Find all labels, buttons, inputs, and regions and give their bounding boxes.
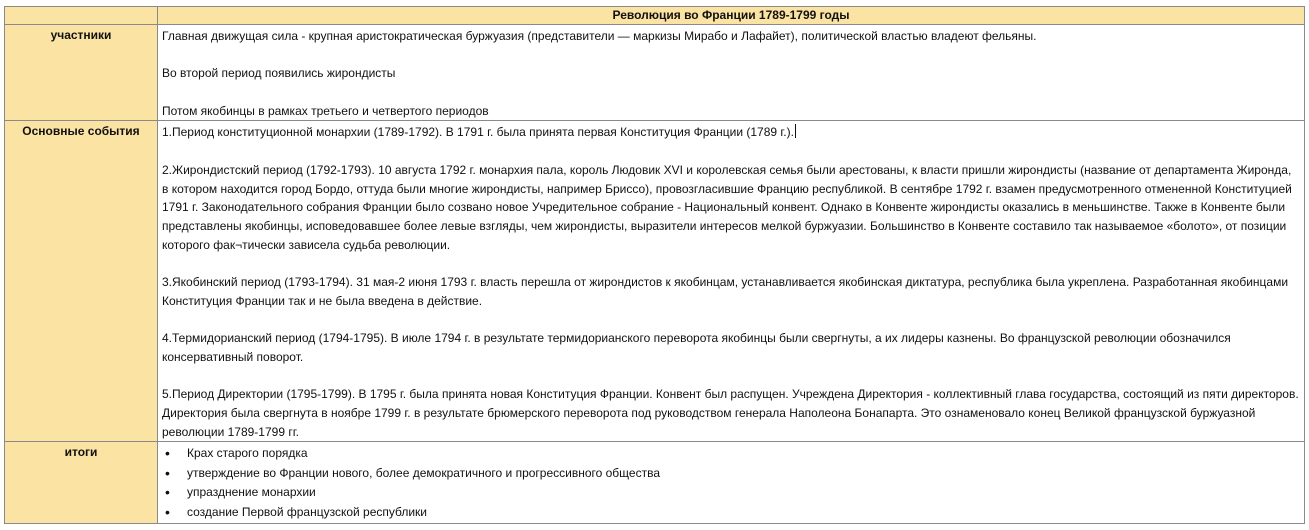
header-row	[5, 7, 1305, 25]
participants-label[interactable]: участники	[5, 25, 158, 121]
table-title[interactable]: Революция во Франции 1789-1799 годы	[158, 7, 1305, 25]
results-item: • Крах старого порядка	[162, 444, 1300, 464]
header-empty-cell[interactable]	[5, 7, 158, 25]
events-label[interactable]: Основные события	[5, 121, 158, 442]
participants-paragraph-1: Главная движущая сила - крупная аристократическая буржуазия (представители — маркизы Мирабо и Лафайет), политической властью владеют фельяны.	[162, 29, 1037, 43]
events-period-2: 2.Жирондистский период (1792-1793). 10 августа 1792 г. монархия пала, король Людовик XVI и королевская семья были арестованы, к власти пришли жирондисты (название от департамента Жиронда, в котором находится город Бордо, оттуда были многие жирондисты, например Бриссо), провозгласившие Францию республикой. В сентябре 1792 г. взамен предусмотренного отмененной Конституцией 1791 г. Законодательного собрания Франции было созвано новое Учредительное собрание - Национальный конвент. Однако в Конвенте жирондисты оказались в меньшинстве. Также в Конвенте были представлены якобинцы, исповедовавшее более левые взгляды, чем жирондисты, выразители интересов мелкой буржуазии. Большинство в Конвенте составило так называемое «болото», от позиции которого фак¬тически зависела судьба революции.	[162, 162, 1292, 252]
results-item: • упразднение монархии	[162, 483, 1300, 503]
results-cell[interactable]	[158, 442, 1305, 524]
events-period-1	[162, 123, 1300, 142]
results-label[interactable]: итоги	[5, 442, 158, 524]
results-item: • создание Первой французской республики	[162, 503, 1300, 523]
results-list	[162, 444, 1300, 522]
participants-row	[5, 25, 1305, 121]
events-period-1-text: 1.Период конституционной монархии (1789-1792). В 1791 г. была принята первая Конституция Франции (1789 г.).	[162, 125, 794, 140]
text-cursor	[795, 124, 796, 138]
events-period-3: 3.Якобинский период (1793-1794). 31 мая-2 июня 1793 г. власть перешла от жирондистов к якобинцам, устанавливается якобинская диктатура, республика была укреплена. Разработанная якобинцами Конституция Франции так и не была введена в действие.	[162, 275, 1289, 308]
events-period-5: 5.Период Директории (1795-1799). В 1795 г. была принята новая Конституция Франции. Конвент был распущен. Учреждена Директория - коллективный глава государства, состоящий из пяти директоров. Директория была свергнута в ноябре 1799 г. в результате брюмерского переворота под руководством генерала Наполеона Бонапарта. Это ознаменовало конец Великой французской буржуазной революции 1789-1799 гг.	[162, 387, 1299, 439]
events-period-4: 4.Термидорианский период (1794-1795). В июле 1794 г. в результате термидорианского переворота якобинцы были свергнуты, а их лидеры казнены. Во французской революции обозначился консервативный поворот.	[162, 331, 1231, 364]
events-row	[5, 121, 1305, 442]
revolution-table	[4, 6, 1305, 524]
participants-cell[interactable]	[158, 25, 1305, 121]
participants-paragraph-3: Потом якобинцы в рамках третьего и четвертого периодов	[162, 103, 489, 118]
events-cell[interactable]	[158, 121, 1305, 442]
results-item: • утверждение во Франции нового, более демократичного и прогрессивного общества	[162, 464, 1300, 484]
participants-paragraph-2: Во второй период появились жирондисты	[162, 66, 396, 81]
results-row	[5, 442, 1305, 524]
